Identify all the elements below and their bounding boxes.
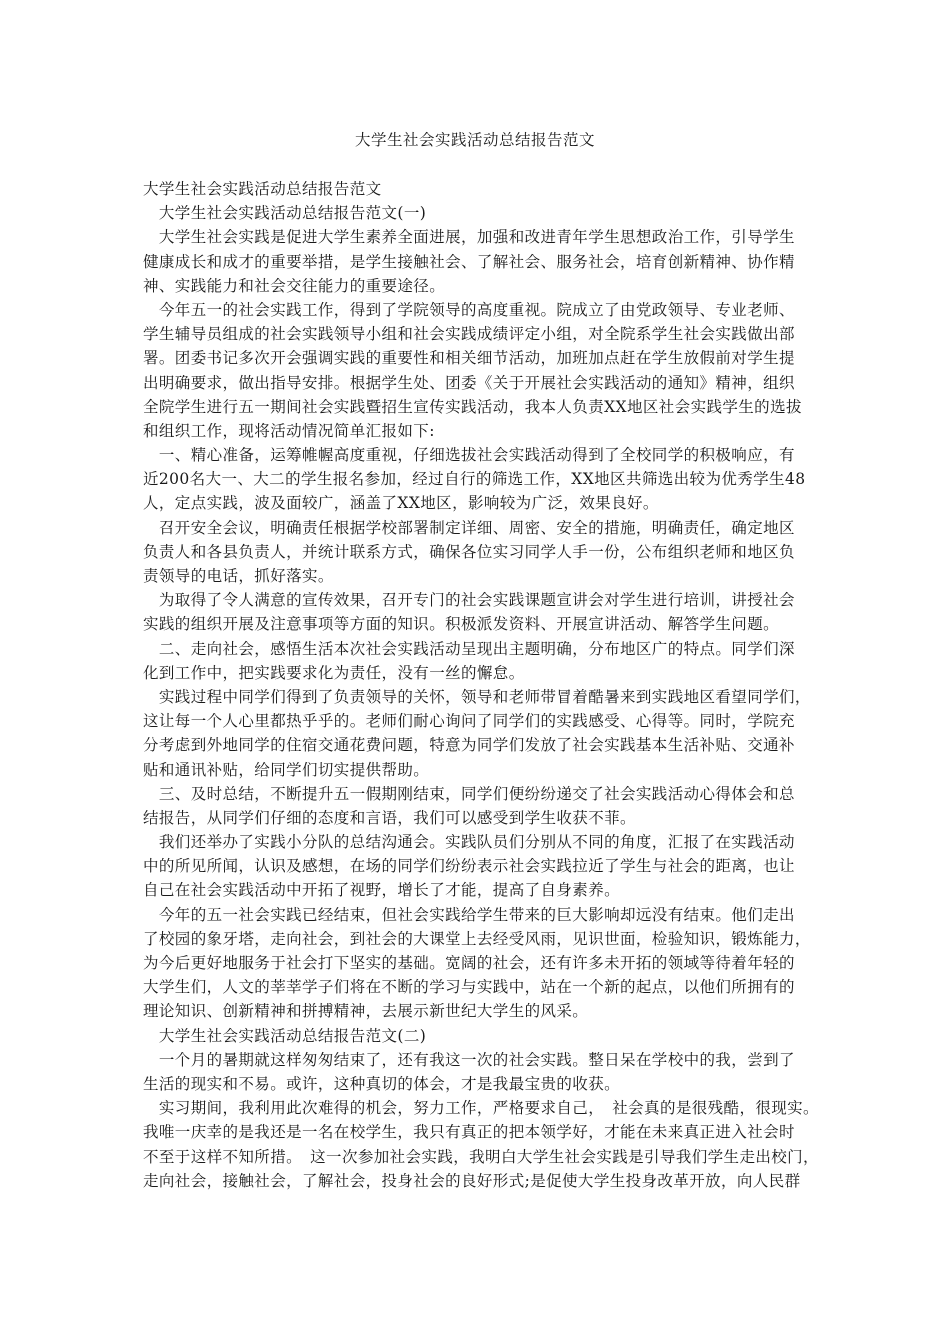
text-line: 我唯一庆幸的是我还是一名在校学生，我只有真正的把本领学好，才能在未来真正进入社会时 <box>143 1123 795 1142</box>
text-line: 理论知识、创新精神和拼搏精神，去展示新世纪大学生的风采。 <box>143 1002 589 1021</box>
text-line: 出明确要求，做出指导安排。根据学生处、团委《关于开展社会实践活动的通知》精神，组织 <box>143 373 795 392</box>
text-line: 近200名大一、大二的学生报名参加，经过自行的筛选工作，XX地区共筛选出较为优秀学生48 <box>143 470 806 489</box>
text-line: 贴和通讯补贴，给同学们切实提供帮助。 <box>143 760 430 779</box>
text-line: 学生辅导员组成的社会实践领导小组和社会实践成绩评定小组，对全院系学生社会实践做出部 <box>143 325 795 344</box>
document-body <box>143 177 823 1193</box>
text-line: 了校园的象牙塔，走向社会，到社会的大课堂上去经受风雨，见识世面，检验知识，锻炼能力， <box>143 929 811 948</box>
text-line: 神、实践能力和社会交往能力的重要途径。 <box>143 276 446 295</box>
text-line: 今年五一的社会实践工作，得到了学院领导的高度重视。院成立了由党政领导、专业老师、 <box>143 300 795 319</box>
text-line: 实习期间，我利用此次难得的机会，努力工作，严格要求自己， 社会真的是很残酷，很现实。 <box>143 1099 819 1118</box>
text-line: 负责人和各县负责人，并统计联系方式，确保各位实习同学人手一份，公布组织老师和地区负 <box>143 542 795 561</box>
text-line: 我们还举办了实践小分队的总结沟通会。实践队员们分别从不同的角度，汇报了在实践活动 <box>143 833 795 852</box>
text-line: 化到工作中，把实践要求化为责任，没有一丝的懈怠。 <box>143 663 525 682</box>
text-line: 全院学生进行五一期间社会实践暨招生宣传实践活动，我本人负责XX地区社会实践学生的选拔 <box>143 397 802 416</box>
text-line: 责领导的电话，抓好落实。 <box>143 567 334 585</box>
text-line: 召开安全会议，明确责任根据学校部署制定详细、周密、安全的措施，明确责任，确定地区 <box>143 518 795 537</box>
text-line: 和组织工作，现将活动情况简单汇报如下: <box>143 421 435 440</box>
text-line: 不至于这样不知所措。 这一次参加社会实践，我明白大学生社会实践是引导我们学生走出校门， <box>143 1147 819 1166</box>
page-title: 大学生社会实践活动总结报告范文 <box>354 131 595 149</box>
text-line: 生活的现实和不易。或许，这种真切的体会，才是我最宝贵的收获。 <box>143 1074 621 1093</box>
text-line: 走向社会，接触社会，了解社会，投身社会的良好形式;是促使大学生投身改革开放，向人民群 <box>143 1171 801 1190</box>
text-line: 今年的五一社会实践已经结束，但社会实践给学生带来的巨大影响却远没有结束。他们走出 <box>143 905 795 924</box>
text-line: 实践的组织开展及注意事项等方面的知识。积极派发资料、开展宣讲活动、解答学生问题。 <box>143 615 780 634</box>
text-line: 为今后更好地服务于社会打下坚实的基础。宽阔的社会，还有许多未开拓的领域等待着年轻的 <box>143 954 795 972</box>
text-line: 大学生社会实践活动总结报告范文(二) <box>143 1026 427 1045</box>
text-line: 大学生社会实践活动总结报告范文(一) <box>143 204 427 223</box>
text-line: 大学生们，人文的莘莘学子们将在不断的学习与实践中，站在一个新的起点，以他们所拥有的 <box>143 978 795 997</box>
text-line: 分考虑到外地同学的住宿交通花费问题，特意为同学们发放了社会实践基本生活补贴、交通补 <box>143 736 795 755</box>
text-line: 实践过程中同学们得到了负责领导的关怀，领导和老师带冒着酷暑来到实践地区看望同学们， <box>143 687 811 706</box>
text-line: 一、精心准备，运筹帷幄高度重视，仔细选拔社会实践活动得到了全校同学的积极响应，有 <box>143 446 795 465</box>
text-line: 健康成长和成才的重要举措，是学生接触社会、了解社会、服务社会，培育创新精神、协作精 <box>143 252 795 271</box>
text-line: 大学生社会实践是促进大学生素养全面进展，加强和改进青年学生思想政治工作，引导学生 <box>143 228 795 247</box>
text-line: 结报告，从同学们仔细的态度和言语，我们可以感受到学生收获不菲。 <box>143 808 636 827</box>
text-line: 署。团委书记多次开会强调实践的重要性和相关细节活动，加班加点赶在学生放假前对学生提 <box>143 349 795 368</box>
text-line: 为取得了令人满意的宣传效果，召开专门的社会实践课题宣讲会对学生进行培训，讲授社会 <box>143 591 795 610</box>
text-line: 人，定点实践，波及面较广，涵盖了XX地区，影响较为广泛，效果良好。 <box>143 494 659 513</box>
text-line: 中的所见所闻，认识及感想，在场的同学们纷纷表示社会实践拉近了学生与社会的距离，也让 <box>143 857 795 876</box>
text-line: 这让每一个人心里都热乎乎的。老师们耐心询问了同学们的实践感受、心得等。同时，学院充 <box>143 712 795 731</box>
text-line: 二、走向社会，感悟生活本次社会实践活动呈现出主题明确，分布地区广的特点。同学们深 <box>143 639 795 658</box>
text-line: 一个月的暑期就这样匆匆结束了，还有我这一次的社会实践。整日呆在学校中的我，尝到了 <box>143 1050 795 1069</box>
text-line: 大学生社会实践活动总结报告范文 <box>143 180 382 198</box>
text-line: 三、及时总结，不断提升五一假期刚结束，同学们便纷纷递交了社会实践活动心得体会和总 <box>143 784 795 803</box>
text-line: 自己在社会实践活动中开拓了视野，增长了才能，提高了自身素养。 <box>143 881 621 900</box>
